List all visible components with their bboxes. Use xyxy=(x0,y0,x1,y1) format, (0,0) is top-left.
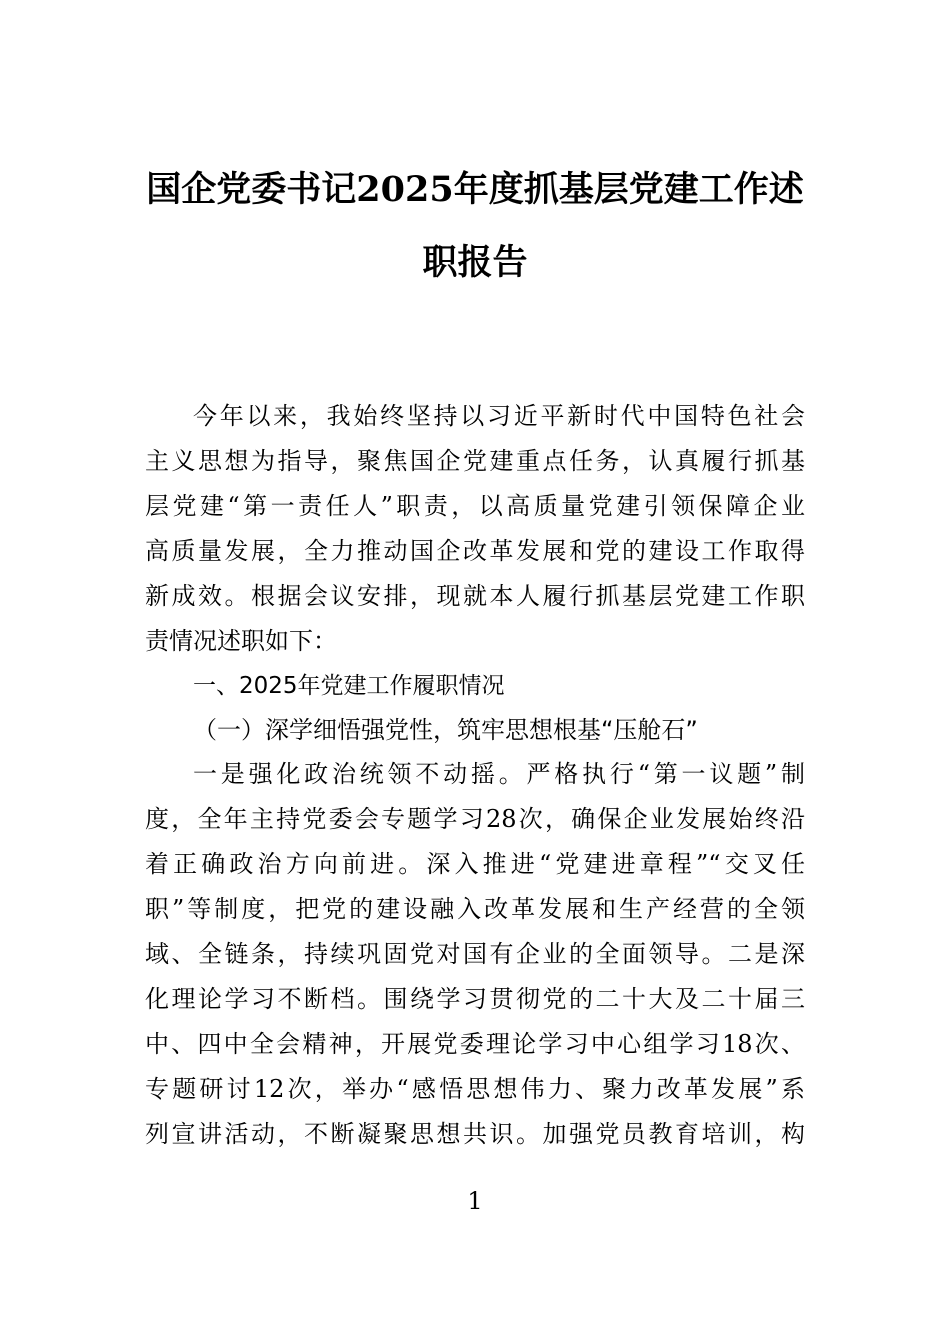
section-heading: 一、2025年党建工作履职情况 xyxy=(193,673,505,699)
intro-paragraph-line: 层党建“第一责任人”职责，以高质量党建引领保障企业 xyxy=(145,492,805,520)
document-title-line-1: 国企党委书记2025年度抓基层党建工作述 xyxy=(146,169,804,210)
body-paragraph-line: 域、全链条，持续巩固党对国有企业的全面领导。二是深 xyxy=(145,940,805,968)
intro-paragraph-line: 新成效。根据会议安排，现就本人履行抓基层党建工作职 xyxy=(145,582,805,610)
body-paragraph-line: 中、四中全会精神，开展党委理论学习中心组学习18次、 xyxy=(145,1030,805,1058)
intro-paragraph-line: 主义思想为指导，聚焦国企党建重点任务，认真履行抓基 xyxy=(145,447,805,475)
intro-paragraph-line: 责情况述职如下： xyxy=(145,627,337,655)
intro-paragraph-line: 今年以来，我始终坚持以习近平新时代中国特色社会 xyxy=(193,402,805,430)
body-paragraph-line: 职”等制度，把党的建设融入改革发展和生产经营的全领 xyxy=(145,895,805,923)
page-number: 1 xyxy=(467,1187,483,1215)
body-paragraph-line: 一是强化政治统领不动摇。严格执行“第一议题”制 xyxy=(193,760,805,788)
body-paragraph-line: 着正确政治方向前进。深入推进“党建进章程”“交叉任 xyxy=(145,850,805,878)
document-title-line-2: 职报告 xyxy=(422,242,528,283)
body-paragraph-line: 度，全年主持党委会专题学习28次，确保企业发展始终沿 xyxy=(145,805,805,833)
subsection-heading: （一）深学细悟强党性，筑牢思想根基“压舱石” xyxy=(193,716,698,744)
body-paragraph-line: 列宣讲活动，不断凝聚思想共识。加强党员教育培训，构 xyxy=(145,1120,805,1148)
intro-paragraph-line: 高质量发展，全力推动国企改革发展和党的建设工作取得 xyxy=(145,537,805,565)
body-paragraph-line: 专题研讨12次，举办“感悟思想伟力、聚力改革发展”系 xyxy=(145,1075,805,1103)
body-paragraph-line: 化理论学习不断档。围绕学习贯彻党的二十大及二十届三 xyxy=(145,985,805,1013)
